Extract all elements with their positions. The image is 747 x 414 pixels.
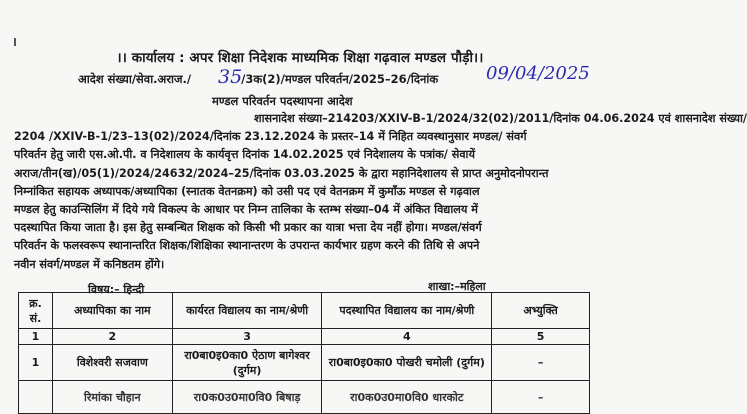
body-line: 2204 /XXIV-B-1/23–13(02)/2024/दिनांक 23.12.2024 के प्रस्तर–14 में निहित व्यवस्थानुसार मण्डल/ संवर्ग <box>14 130 527 144</box>
col-header-sno: क्र. सं. <box>19 293 53 329</box>
cell-remark: – <box>492 381 590 414</box>
column-number: 3 <box>172 329 322 345</box>
table-column-number-row <box>19 329 590 345</box>
col-header-posted-school: पदस्थापित विद्यालय का नाम/श्रेणी <box>322 293 492 329</box>
body-line: शासनादेश संख्या–214203/XXIV-B-1/2024/32(02)/2011/दिनांक 04.06.2024 एवं शासनादेश संख्या/ <box>254 112 747 125</box>
order-prefix: आदेश संख्या/सेवा.अराज./ <box>78 72 192 86</box>
table-row <box>19 381 590 414</box>
margin-mark <box>14 38 16 46</box>
body-line: अराज/तीन(ख)/05(1)/2024/24632/2024–25/दिनांक 03.03.2025 के द्वारा महानिदेशालय से प्राप्त अनुमोदनोपरान्त <box>14 166 549 180</box>
posting-table <box>18 292 590 414</box>
cell-name: रिमांका चौहान <box>52 381 172 414</box>
branch-label: शाखा:–महिला <box>428 280 486 293</box>
order-title: मण्डल परिवर्तन पदस्थापना आदेश <box>212 94 353 108</box>
col-header-current-school: कार्यरत विद्यालय का नाम/श्रेणी <box>172 293 322 329</box>
col-header-name: अध्यापिका का नाम <box>52 293 172 329</box>
column-number: 5 <box>492 329 590 345</box>
column-number: 4 <box>322 329 492 345</box>
body-line: नवीन संवर्ग/मण्डल में कनिष्ठतम होंगे। <box>14 257 165 271</box>
subject-label: विषय:– हिन्दी <box>88 283 145 296</box>
cell-posted-school: रा0क0उ0मा0वि0 धारकोट <box>322 381 492 414</box>
cell-name: विशेश्वरी सजवाण <box>52 345 172 381</box>
body-line: पदस्थापित किया जाता है। इस हेतु सम्बन्धित शिक्षक को किसी भी प्रकार का यात्रा भत्ता देय नहीं होगा। मण्डल/संवर्ग <box>14 221 482 235</box>
office-title: ।। कार्यालय : अपर शिक्षा निदेशक माध्यमिक शिक्षा गढ़वाल मण्डल पौड़ी।। <box>116 50 484 66</box>
body-line: परिवर्तन हेतु जारी एस.ओ.पी. व निदेशालय के कार्यवृत्त दिनांक 14.02.2025 एवं निदेशालय के पत्रांक/ सेवायें <box>14 148 475 162</box>
body-line: निम्नांकित सहायक अध्यापक/अध्यापिका (स्नातक वेतनक्रम) को उसी पद एवं वेतनक्रम में कुमाँऊ मण्डल से गढ़वाल <box>14 184 480 198</box>
table-row <box>19 345 590 381</box>
cell-sno <box>19 381 53 414</box>
order-suffix: /3क(2)/मण्डल परिवर्तन/2025–26/दिनांक <box>241 72 439 86</box>
handwritten-order-number: 35 <box>218 66 243 88</box>
body-line: परिवर्तन के फलस्वरूप स्थानान्तरित शिक्षक/शिक्षिका स्थानान्तरण के उपरान्त कार्यभार ग्रहण करने की तिथि से अपने <box>14 239 480 253</box>
cell-remark: – <box>492 345 590 381</box>
cell-sno: 1 <box>19 345 53 381</box>
column-number: 2 <box>52 329 172 345</box>
handwritten-order-date: 09/04/2025 <box>486 63 590 84</box>
body-line: मण्डल हेतु काउन्सिलिंग में दिये गये विकल्प के आधार पर निम्न तालिका के स्तम्भ संख्या–04 में अंकित विद्यालय में <box>14 203 478 217</box>
table-header-row <box>19 293 590 329</box>
column-number: 1 <box>19 329 53 345</box>
cell-current-school: रा0बा0इ0का0 ऐठाण बागेश्वर (दुर्गम) <box>172 345 322 381</box>
col-header-remark: अभ्युक्ति <box>492 293 590 329</box>
order-body <box>14 110 747 274</box>
cell-current-school: रा0क0उ0मा0वि0 बिषाड़ <box>172 381 322 414</box>
cell-posted-school: रा0बा0इ0का0 पोखरी चमोली (दुर्गम) <box>322 345 492 381</box>
